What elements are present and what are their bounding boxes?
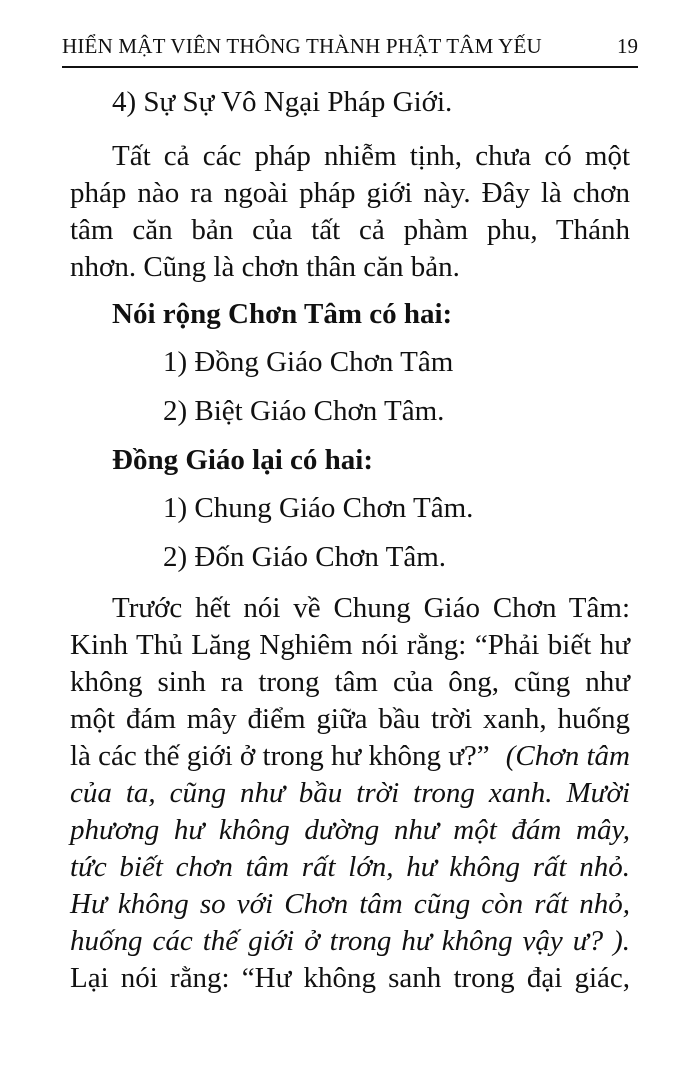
running-header <box>62 34 638 68</box>
paragraph-line: một đám mây điểm giữa bầu trời xanh, huống <box>70 703 630 735</box>
paragraph-line: pháp nào ra ngoài pháp giới này. Đây là chơn <box>70 177 630 209</box>
commentary-text: (Chơn tâm <box>505 740 630 772</box>
commentary-line: phương hư không dường như một đám mây, <box>70 814 630 846</box>
list-item: 1) Đồng Giáo Chơn Tâm <box>163 346 454 378</box>
paragraph-line: Tất cả các pháp nhiễm tịnh, chưa có một <box>112 140 630 172</box>
running-header-title: HIỂN MẬT VIÊN THÔNG THÀNH PHẬT TÂM YẾU <box>62 34 542 58</box>
paragraph-line: nhơn. Cũng là chơn thân căn bản. <box>70 251 460 283</box>
section-heading: Nói rộng Chơn Tâm có hai: <box>112 298 453 330</box>
paragraph-line: tâm căn bản của tất cả phàm phu, Thánh <box>70 214 630 246</box>
commentary-line: huống các thế giới ở trong hư không vậy ư? ). <box>70 925 630 957</box>
page-number: 19 <box>617 34 638 58</box>
paragraph-line: không sinh ra trong tâm của ông, cũng như <box>70 666 630 698</box>
quote-end-text: là các thế giới ở trong hư không ư?” <box>70 740 490 772</box>
list-item-4: 4) Sự Sự Vô Ngại Pháp Giới. <box>112 86 453 118</box>
section-heading: Đồng Giáo lại có hai: <box>112 444 374 476</box>
list-item: 1) Chung Giáo Chơn Tâm. <box>163 492 474 524</box>
commentary-line: Hư không so với Chơn tâm cũng còn rất nhỏ, <box>70 888 630 920</box>
commentary-line: tức biết chơn tâm rất lớn, hư không rất nhỏ. <box>70 851 630 883</box>
paragraph-line: Lại nói rằng: “Hư không sanh trong đại giác, <box>70 962 630 994</box>
list-item: 2) Đốn Giáo Chơn Tâm. <box>163 541 447 573</box>
paragraph-line-mixed <box>70 739 630 773</box>
list-item: 2) Biệt Giáo Chơn Tâm. <box>163 395 445 427</box>
paragraph-line: Trước hết nói về Chung Giáo Chơn Tâm: <box>112 592 630 624</box>
paragraph-line: Kinh Thủ Lăng Nghiêm nói rằng: “Phải biết hư <box>70 629 630 661</box>
commentary-line: của ta, cũng như bầu trời trong xanh. Mười <box>70 777 630 809</box>
